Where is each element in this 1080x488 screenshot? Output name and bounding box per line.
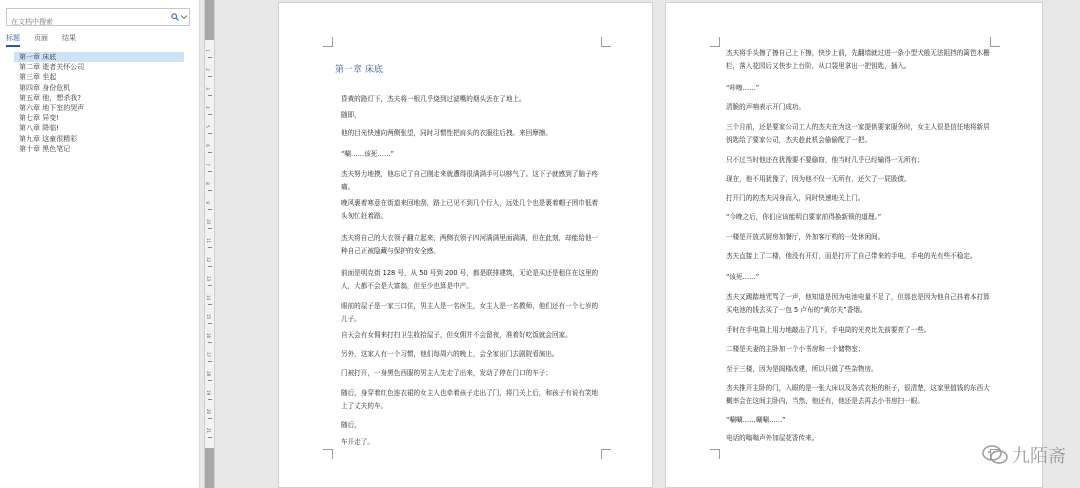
- ruler-number: 15: [206, 313, 212, 320]
- paragraph[interactable]: 电话的嗡嗡声外加屋花香传来。: [726, 434, 819, 442]
- paragraph[interactable]: 另外，这家人有一个习惯，他们每周六的晚上，会全家出门去剧院看演出。: [341, 350, 559, 358]
- vertical-ruler[interactable]: [204, 0, 215, 488]
- document-page-2[interactable]: [665, 2, 1043, 488]
- paragraph[interactable]: “唰唰……唰唰……”: [726, 416, 786, 424]
- ruler-tick: [208, 361, 212, 362]
- ruler-number: 12: [206, 256, 212, 263]
- search-box[interactable]: [6, 8, 190, 26]
- heading-item[interactable]: 第四章 身份危机: [19, 83, 71, 92]
- ruler-tick: [208, 418, 212, 419]
- paragraph[interactable]: 他的目光快速向两侧张望，同时习惯性把肩头的衣服往后拽。来回摩擦。: [341, 129, 552, 137]
- ruler-number: 13: [206, 275, 212, 282]
- paragraph[interactable]: 杰夫将手头擦了擦自己上下擦，快步上前，先翻墙就过进一条小型犬般无法阻挡的篱笆木栅栏，落入花园后又快步上台阶，从口袋里拿出一把钥匙，插入。: [726, 49, 990, 70]
- nav-tabs: [6, 33, 76, 47]
- navigation-pane: [0, 0, 200, 488]
- ruler-tick: [208, 114, 212, 115]
- paragraph[interactable]: 三个月前，还是要家公司工人的杰夫在为这一家提供要家服务时，女主人很是信任地将新居钥匙给了要家公司，杰夫趁此机会偷偷配了一把。: [726, 123, 990, 144]
- tab-headings[interactable]: 标题: [6, 33, 20, 47]
- ruler-number: 4: [204, 106, 210, 109]
- document-page-1[interactable]: [278, 2, 653, 488]
- tab-pages[interactable]: 页面: [34, 34, 48, 42]
- heading-item[interactable]: 第五章 他，想杀我?: [19, 93, 81, 102]
- ruler-tick: [208, 95, 212, 96]
- ruler-number: 11: [206, 237, 212, 244]
- ruler-margin-top: [205, 0, 214, 40]
- paragraph[interactable]: 随后，身穿着红色连衣裙的女主人也牵着孩子走出了门，将门关上后，和孩子有说有笑地上了丈夫的车。: [341, 389, 599, 410]
- paragraph[interactable]: 杰夫努力地摸，他忘记了自己刚走来就遭得很满满手可以够气了。这下子就感到了脑子疼痛。: [341, 170, 599, 191]
- paragraph[interactable]: 打开门的的杰夫闪身而入，同时快速地关上门。: [726, 194, 865, 202]
- ruler-number: 14: [206, 294, 212, 301]
- watermark: [982, 442, 1066, 468]
- paragraph[interactable]: 杰夫将自己的大衣领子翻立起来，两侧衣领子四河满满里面满满，但在此刻，却能给他一种自己正被隐藏与保护的安全感。: [341, 234, 599, 255]
- dropdown-icon[interactable]: [181, 14, 187, 20]
- heading-item[interactable]: 第三章 坐起: [19, 73, 57, 82]
- ruler-number: 17: [206, 351, 212, 358]
- ruler-tick: [208, 76, 212, 77]
- search-icon[interactable]: [171, 13, 179, 21]
- paragraph[interactable]: 眼前的屋子是一家三口住，男主人是一名医生，女主人是一名教师，他们还有一个七岁的儿子。: [341, 302, 599, 323]
- chapter-title[interactable]: 第一章 床底: [335, 65, 383, 75]
- ruler-number: 19: [206, 389, 212, 396]
- ruler-number: 21: [206, 427, 212, 434]
- ruler-tick: [208, 399, 212, 400]
- paragraph[interactable]: 一楼是开放式厨房加餐厅，外加客厅构的一处休闲间。: [726, 233, 885, 241]
- crop-mark: [323, 449, 333, 459]
- ruler-tick: [208, 437, 212, 438]
- paragraph[interactable]: 只不过当时他还在犹豫要不要偷窃，他当时几乎已经输得一无所有；: [726, 156, 924, 164]
- ruler-tick: [208, 228, 212, 229]
- ruler-number: 2: [204, 68, 210, 71]
- paragraph[interactable]: 杰夫直接上了二楼，他没有开灯，而是打开了自己带来的手电，手电的光有些不稳定。: [726, 252, 977, 260]
- heading-item[interactable]: 第六章 地下室的哭声: [19, 103, 85, 112]
- heading-item[interactable]: 第八章 降临!: [19, 124, 60, 133]
- crop-mark: [710, 449, 720, 459]
- ruler-number: 18: [206, 370, 212, 377]
- paragraph[interactable]: 现在，他不用犹豫了，因为他不仅一无所有，还欠了一屁股债。: [726, 175, 911, 183]
- heading-list: [14, 52, 184, 154]
- heading-item[interactable]: 第二章 逝者关怀公司: [19, 63, 85, 72]
- paragraph[interactable]: 随即，: [341, 111, 361, 119]
- heading-item[interactable]: 第七章 异变!: [19, 114, 60, 123]
- ruler-number: 20: [206, 408, 212, 415]
- ruler-number: 16: [206, 332, 212, 339]
- ruler-number: 7: [204, 163, 210, 166]
- search-button[interactable]: [167, 11, 187, 23]
- ruler-number: 8: [204, 182, 210, 185]
- paragraph[interactable]: 二楼是夫妻的主卧加一个小书房和一个储物室；: [726, 345, 865, 353]
- ruler-tick: [208, 152, 212, 153]
- ruler-tick: [208, 171, 212, 172]
- ruler-number: 6: [204, 144, 210, 147]
- ruler-tick: [208, 285, 212, 286]
- paragraph[interactable]: “该死……”: [726, 273, 760, 281]
- crop-mark: [601, 449, 611, 459]
- paragraph[interactable]: “咔嚓……”: [726, 84, 760, 92]
- paragraph[interactable]: 杰夫推开主卧的门，入眼的是一张大床以及各式衣柜的柜子，很清楚，这家里值钱的东西大概率会在这间主卧内，当然，他还有，他还是去再去小书房扫一眼。: [726, 384, 990, 405]
- paragraph[interactable]: 昏黄的路灯下，杰夫将一根几乎烧到过滤嘴的烟头丢在了地上。: [341, 95, 526, 103]
- ruler-tick: [208, 266, 212, 267]
- crop-mark: [323, 37, 333, 47]
- heading-item[interactable]: 第一章 床底: [14, 52, 184, 62]
- ruler-number: 1: [204, 49, 210, 52]
- ruler-number: 10: [206, 218, 212, 225]
- ruler-number: 3: [204, 87, 210, 90]
- ruler-number: 9: [204, 201, 210, 204]
- paragraph[interactable]: “今晚之后，你们应该能明白要家前得换新锁的道理。”: [726, 213, 882, 221]
- ruler-tick: [208, 323, 212, 324]
- crop-mark: [601, 37, 611, 47]
- paragraph[interactable]: 手时在手电筒上用力地敲击了几下，手电筒的光亮比先前要亮了一些。: [726, 326, 931, 334]
- paragraph[interactable]: 杰夫又踢踏地咒骂了一声，他知道是因为电池电量不足了，但那也是因为他自己抖着本打算买电池的钱去买了一包 5 卢布的“黄尔夫”香烟。: [726, 293, 990, 314]
- paragraph[interactable]: 车开走了。: [341, 438, 374, 446]
- ruler-tick: [208, 247, 212, 248]
- crop-mark: [990, 37, 1000, 47]
- ruler-tick: [208, 133, 212, 134]
- ruler-tick: [208, 57, 212, 58]
- paragraph[interactable]: “唰……该死……”: [341, 150, 394, 158]
- ruler-tick: [208, 380, 212, 381]
- paragraph[interactable]: 自天会有女佣来打扫卫生收拾屋子，但女佣并不会留夜，准着好吃饭就会回家。: [341, 331, 572, 339]
- ruler-tick: [208, 342, 212, 343]
- ruler-number: 5: [204, 125, 210, 128]
- paragraph[interactable]: 门被打开，一身黑色西服的男主人先走了出来，发动了停在门口的车子；: [341, 369, 552, 377]
- paragraph[interactable]: 随后，: [341, 421, 361, 429]
- ruler-tick: [208, 209, 212, 210]
- paragraph[interactable]: 前面是明克街 128 号，从 50 号到 200 号，都是联排建筑，无论是买还是租住在这里的人，大都不会是大富翁，但至少也算是中产。: [341, 269, 599, 290]
- ruler-tick: [208, 190, 212, 191]
- paragraph[interactable]: 晚风裹着寒意在街道来回地刮，路上已见不到几个行人，远处几个也是裹着帽子围巾低着头匆忙赶着路。: [341, 199, 599, 220]
- search-input[interactable]: [7, 14, 157, 30]
- paragraph[interactable]: 至于三楼，因为是阁楼改建，所以只做了些杂物房。: [726, 365, 878, 373]
- watermark-text: 九陌斋: [1012, 446, 1066, 467]
- crop-mark: [710, 37, 720, 47]
- wechat-icon: [982, 445, 1008, 465]
- ruler-tick: [208, 304, 212, 305]
- heading-item[interactable]: 第十章 黑色笔记: [19, 144, 71, 153]
- heading-item[interactable]: 第九章 这童很精彩: [19, 134, 78, 143]
- tab-results[interactable]: 结果: [62, 34, 76, 42]
- ruler-margin-bottom: [205, 448, 214, 488]
- paragraph[interactable]: 清脆的声响表示开门成功。: [726, 103, 806, 111]
